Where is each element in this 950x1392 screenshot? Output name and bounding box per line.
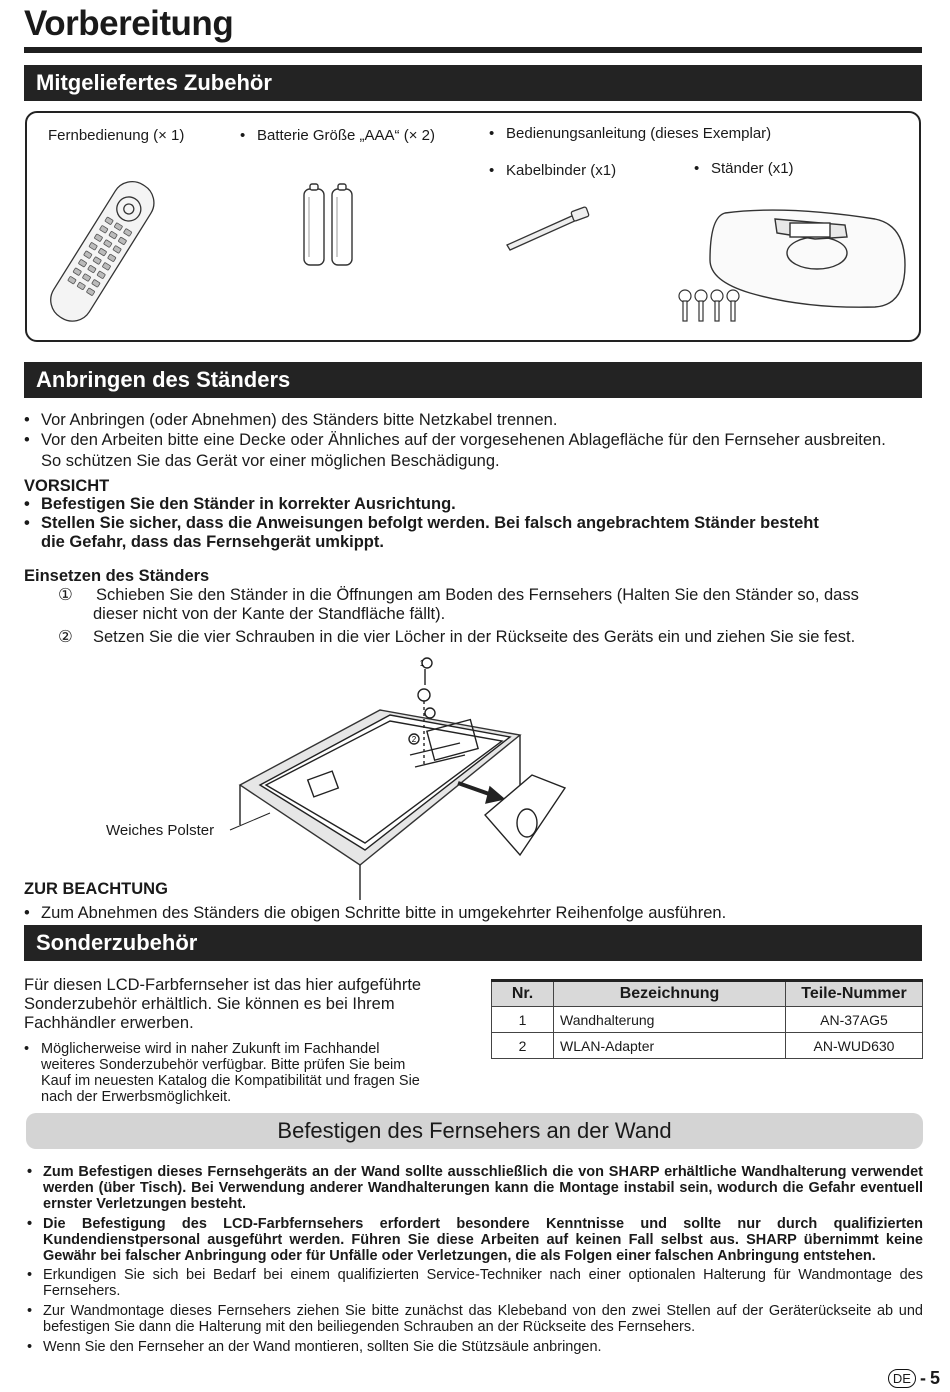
stand-bullet-2-cont: So schützen Sie das Gerät vor einer möglichen Beschädigung. <box>41 452 500 470</box>
optional-intro-2: Sonderzubehör erhältlich. Sie können es bei Ihrem <box>24 995 395 1013</box>
callout-2-label: 2 <box>411 735 417 744</box>
stand-bullet-1: • Vor Anbringen (oder Abnehmen) des Ständers bitte Netzkabel trennen. <box>24 411 558 429</box>
table-row <box>492 1007 923 1033</box>
wall-item-5: • Wenn Sie den Fernseher an der Wand montieren, sollten Sie die Stützsäule anbringen. <box>27 1339 602 1355</box>
optional-intro-1: Für diesen LCD-Farbfernseher ist das hier aufgeführte <box>24 976 422 994</box>
cell-teile-nummer: AN-37AG5 <box>786 1007 923 1033</box>
cell-bezeichnung: WLAN-Adapter <box>554 1033 786 1059</box>
cell-teile-nummer: AN-WUD630 <box>786 1033 923 1059</box>
page-separator: - <box>919 1368 926 1388</box>
stand-bullet-2: • Vor den Arbeiten bitte eine Decke oder Ähnliches auf der vorgesehenen Ablagefläche für den Fernseher ausbreiten. <box>24 431 886 449</box>
table-row <box>492 1033 923 1059</box>
step-1-text-cont: dieser nicht von der Kante der Standfläche fällt). <box>93 605 446 623</box>
step-1-num: ① <box>58 586 73 604</box>
caution-item-1: • Befestigen Sie den Ständer in korrekter Ausrichtung. <box>24 495 456 513</box>
wall-item-1: • Zum Befestigen dieses Fernsehgeräts an der Wand sollte ausschließlich die von SHARP erhältliche Wandhalterung verwendet werden (über Tisch). Bei Verwendung anderer Wandhalterungen kann die Montage instabil sein, wodurch die Gefahr eventuell ernster Verletzungen besteht. <box>27 1164 923 1212</box>
caution-title: VORSICHT <box>24 477 110 495</box>
section-heading-optional: Sonderzubehör <box>24 925 922 961</box>
cell-nr: 2 <box>492 1033 554 1059</box>
screws-icon <box>676 288 742 324</box>
caution-item-2-cont: die Gefahr, dass das Fernsehgerät umkippt. <box>41 533 384 551</box>
remote-control-icon <box>40 175 165 325</box>
optional-intro-3: Fachhändler erwerben. <box>24 1014 194 1032</box>
optional-note-1: • Möglicherweise wird in naher Zukunft im Fachhandel <box>24 1041 380 1057</box>
optional-note-2: weiteres Sonderzubehör verfügbar. Bitte prüfen Sie beim <box>41 1057 406 1073</box>
title-rule <box>24 47 922 53</box>
page-footer <box>888 1368 940 1389</box>
step-2-num: ② <box>58 628 73 646</box>
language-badge: DE <box>888 1369 916 1388</box>
step-1-text: Schieben Sie den Ständer in die Öffnungen am Boden des Fernsehers (Halten Sie den Ständer so, dass <box>96 586 859 604</box>
accessory-manual-label: • Bedienungsanleitung (dieses Exemplar) <box>489 125 772 142</box>
accessory-remote-label: Fernbedienung (× 1) <box>48 127 185 144</box>
section-heading-wall-mount: Befestigen des Fernsehers an der Wand <box>26 1113 923 1149</box>
stand-assembly-figure <box>220 655 580 900</box>
insert-title: Einsetzen des Ständers <box>24 567 210 585</box>
optional-note-3: Kauf im neuesten Katalog die Kompatibilität und fragen Sie <box>41 1073 420 1089</box>
page-number: 5 <box>929 1368 940 1388</box>
accessory-cable-tie-label: • Kabelbinder (x1) <box>489 162 617 179</box>
caution-item-2: • Stellen Sie sicher, dass die Anweisungen befolgt werden. Bei falsch angebrachtem Ständer besteht <box>24 514 819 532</box>
accessory-battery-label: • Batterie Größe „AAA“ (× 2) <box>240 127 435 144</box>
soft-pad-label: Weiches Polster <box>106 822 215 839</box>
optional-accessories-table <box>491 979 923 1059</box>
step-2-text: Setzen Sie die vier Schrauben in die vier Löcher in der Rückseite des Geräts ein und ziehen Sie sie fest. <box>93 628 856 646</box>
note-text: • Zum Abnehmen des Ständers die obigen Schritte bitte in umgekehrter Reihenfolge ausführen. <box>24 904 727 922</box>
col-header-bezeichnung: Bezeichnung <box>554 981 786 1007</box>
cell-bezeichnung: Wandhalterung <box>554 1007 786 1033</box>
callout-1-label: 1 <box>419 659 425 668</box>
col-header-teile-nummer: Teile-Nummer <box>786 981 923 1007</box>
section-heading-stand: Anbringen des Ständers <box>24 362 922 398</box>
accessory-stand-label: • Ständer (x1) <box>694 160 794 177</box>
wall-item-4: • Zur Wandmontage dieses Fernsehers ziehen Sie bitte zunächst das Klebeband von den zwei Stellen auf der Geräterückseite ab und befestigen Sie dann die Halterung mit den beiliegenden Schrauben an der Rückseite des Fernsehers. <box>27 1303 923 1335</box>
cable-tie-icon <box>502 205 597 255</box>
wall-item-2: • Die Befestigung des LCD-Farbfernsehers erfordert besondere Kenntnisse und sollte nur durch qualifizierten Kundendienstpersonal ausgeführt werden. Führen Sie diese Arbeiten auf keinen Fall selbst aus. SHARP übernimmt keine Gewähr bei falscher Anbringung oder für Unfälle oder Verletzungen, die als Folgen einer falschen Anbringung entstehen. <box>27 1216 923 1264</box>
optional-note-4: nach der Erwerbsmöglichkeit. <box>41 1089 232 1105</box>
table-header-row <box>492 981 923 1007</box>
wall-item-3: • Erkundigen Sie sich bei Bedarf bei einem qualifizierten Service-Techniker nach einer optionalen Halterung für Wandmontage des Fernsehers. <box>27 1267 923 1299</box>
aaa-batteries-icon <box>298 183 360 268</box>
section-heading-accessories: Mitgeliefertes Zubehör <box>24 65 922 101</box>
cell-nr: 1 <box>492 1007 554 1033</box>
page-title: Vorbereitung <box>24 4 234 43</box>
note-title: ZUR BEACHTUNG <box>24 880 168 898</box>
col-header-nr: Nr. <box>492 981 554 1007</box>
